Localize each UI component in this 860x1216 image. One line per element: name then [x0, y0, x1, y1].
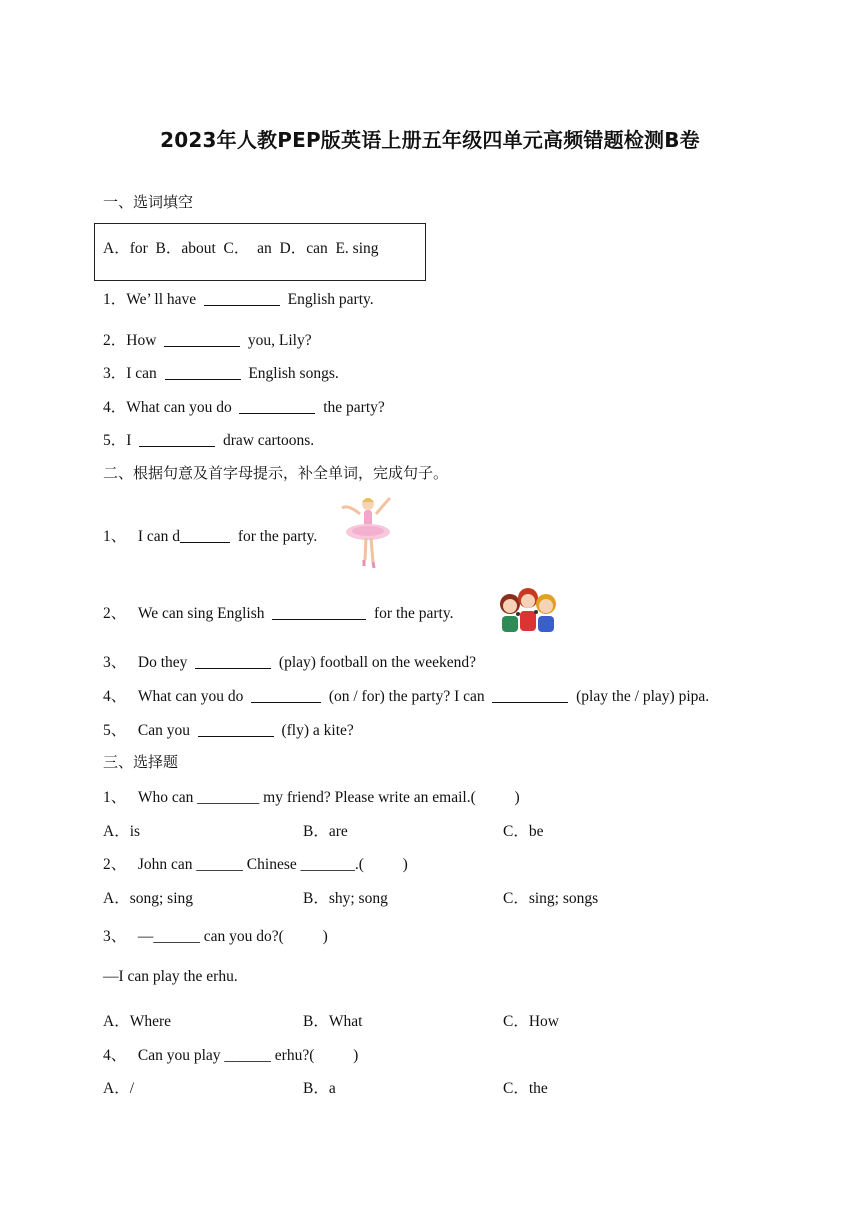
item-text: for the party.: [374, 605, 454, 622]
s1-item-4: [103, 395, 385, 417]
item-number: 1、: [103, 528, 127, 545]
item-number: 3、: [103, 654, 127, 671]
item-number: 4、: [103, 688, 127, 705]
item-text: I can: [126, 365, 157, 382]
item-number: 4、: [103, 1047, 127, 1064]
item-text: English party.: [287, 291, 374, 308]
item-text: the party?: [323, 399, 385, 416]
item-text: (fly) a kite?: [281, 722, 354, 739]
item-text: We can sing English: [137, 605, 265, 622]
q1-option-c[interactable]: C．be: [503, 823, 544, 840]
item-text: What can you do: [126, 399, 232, 416]
question-text: John can ______ Chinese _______.( ): [137, 856, 408, 873]
item-number: 1．: [103, 291, 127, 308]
item-text: Do they: [137, 654, 188, 671]
question-text: Who can ________ my friend? Please write an email.( ): [137, 789, 520, 806]
singers-image: [496, 584, 560, 634]
answer-blank[interactable]: [164, 331, 240, 347]
item-number: 2、: [103, 856, 127, 873]
answer-blank[interactable]: [239, 398, 315, 414]
answer-blank[interactable]: [204, 290, 280, 306]
word-bank-text: A．for B．about C． an D．can E. sing: [103, 240, 379, 257]
q1-stem: [103, 785, 520, 807]
question-text: —______ can you do?( ): [137, 928, 328, 945]
item-number: 3．: [103, 365, 127, 382]
item-text: We’ ll have: [126, 291, 197, 308]
q4-option-a[interactable]: A．/: [103, 1080, 135, 1097]
q2-stem: [103, 852, 408, 874]
question-text: Can you play ______ erhu?( ): [137, 1047, 359, 1064]
section-1-heading: 一、选词填空: [103, 193, 194, 211]
item-text: What can you do: [137, 688, 244, 705]
s1-item-1: [103, 287, 374, 309]
answer-blank[interactable]: [251, 687, 321, 703]
item-text: How: [126, 332, 157, 349]
item-text: you, Lily?: [247, 332, 312, 349]
q2-option-c[interactable]: C．sing; songs: [503, 890, 599, 907]
ballerina-image: [340, 494, 398, 570]
item-text: I can d: [137, 528, 181, 545]
section-3-heading: 三、选择题: [103, 753, 179, 771]
item-number: 2．: [103, 332, 127, 349]
q2-option-a[interactable]: A．song; sing: [103, 890, 193, 907]
item-number: 5．: [103, 432, 127, 449]
section-2-heading: 二、根据句意及首字母提示，补全单词，完成句子。: [103, 464, 449, 482]
q3-option-c[interactable]: C．How: [503, 1013, 559, 1030]
item-text: Can you: [137, 722, 190, 739]
item-text: (play) football on the weekend?: [278, 654, 477, 671]
s1-item-3: [103, 361, 339, 383]
answer-blank[interactable]: [492, 687, 568, 703]
s1-item-5: [103, 428, 314, 450]
s2-item-5: [103, 718, 354, 740]
answer-blank[interactable]: [272, 604, 366, 620]
item-number: 4．: [103, 399, 127, 416]
q3-option-a[interactable]: A．Where: [103, 1013, 171, 1030]
s2-item-2: [103, 601, 453, 623]
q4-option-c[interactable]: C．the: [503, 1080, 548, 1097]
q3-option-b[interactable]: B．What: [303, 1013, 363, 1030]
q3-answer-line: —I can play the erhu.: [103, 968, 238, 985]
answer-blank[interactable]: [180, 527, 230, 543]
answer-blank[interactable]: [139, 431, 215, 447]
item-text: (play the / play) pipa.: [576, 688, 710, 705]
item-number: 1、: [103, 789, 127, 806]
answer-blank[interactable]: [165, 364, 241, 380]
q1-option-b[interactable]: B．are: [303, 823, 348, 840]
q1-option-a[interactable]: A．is: [103, 823, 141, 840]
item-number: 3、: [103, 928, 127, 945]
q3-stem: [103, 924, 328, 946]
s2-item-1: [103, 524, 317, 546]
q4-stem: [103, 1043, 358, 1065]
item-text: I: [126, 432, 132, 449]
item-number: 5、: [103, 722, 127, 739]
item-number: 2、: [103, 605, 127, 622]
q4-option-b[interactable]: B．a: [303, 1080, 336, 1097]
answer-blank[interactable]: [195, 653, 271, 669]
item-text: draw cartoons.: [222, 432, 315, 449]
item-text: (on / for) the party? I can: [328, 688, 485, 705]
s1-item-2: [103, 328, 312, 350]
page-title: 2023年人教PEP版英语上册五年级四单元高频错题检测B卷: [160, 128, 700, 152]
q2-option-b[interactable]: B．shy; song: [303, 890, 388, 907]
s2-item-3: [103, 650, 476, 672]
item-text: for the party.: [237, 528, 318, 545]
item-text: English songs.: [248, 365, 339, 382]
s2-item-4: [103, 684, 709, 706]
answer-blank[interactable]: [198, 721, 274, 737]
